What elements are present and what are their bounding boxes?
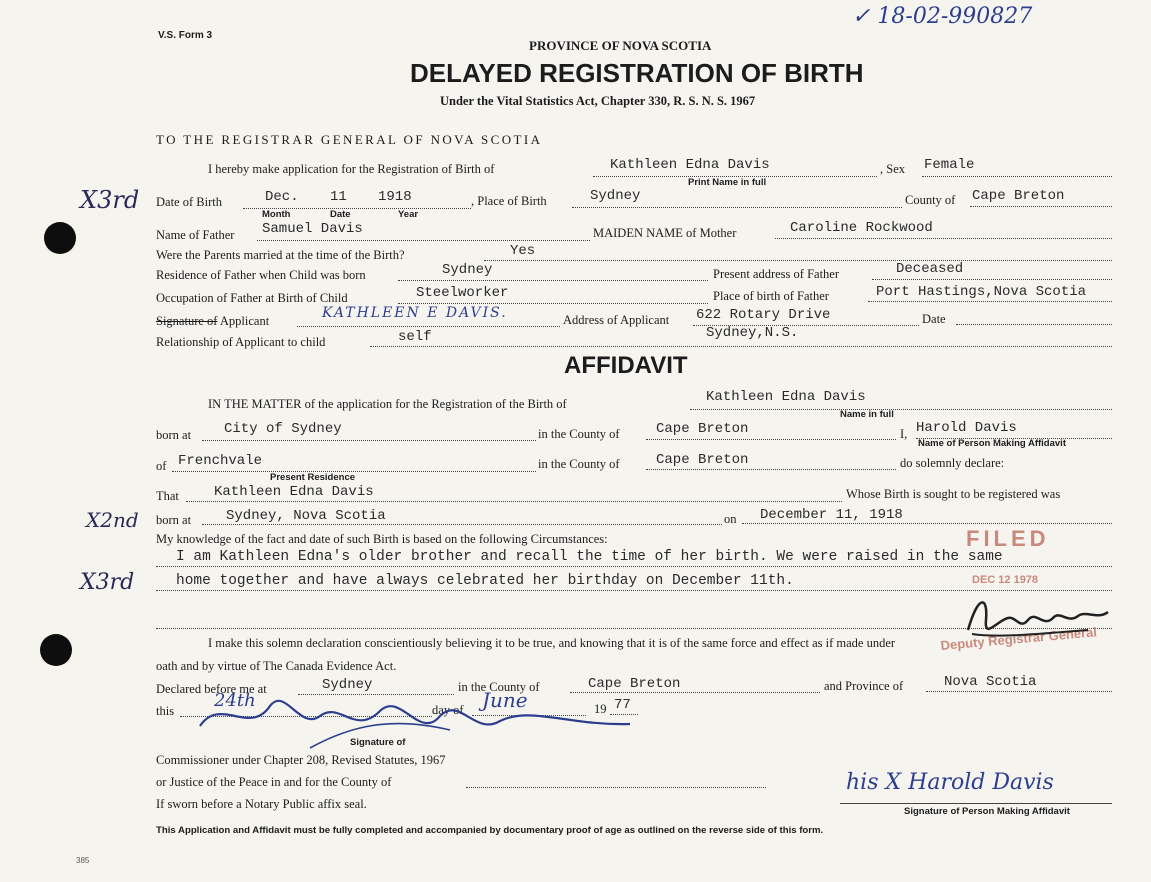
born-at-line <box>202 440 536 441</box>
footer-note: This Application and Affidavit must be fully completed and accompanied by documentary proof of age as outlined on the reverse side of this form. <box>156 825 824 836</box>
day-handwritten: 24th <box>214 690 256 711</box>
mother-label: MAIDEN NAME of Mother <box>593 226 737 240</box>
present-address-father-value: Deceased <box>896 261 964 277</box>
matter-child-line <box>690 409 1112 410</box>
place-of-birth-label: , Place of Birth <box>471 194 547 208</box>
declared-county-value: Cape Breton <box>588 676 681 692</box>
applicant-signature: KATHLEEN E DAVIS. <box>322 305 508 321</box>
circumstance-line-2-text: home together and have always celebrated her birthday on December 11th. <box>176 573 794 589</box>
present-address-father-line <box>872 279 1112 280</box>
declared-province-value: Nova Scotia <box>944 674 1037 690</box>
sex-label: , Sex <box>880 162 905 176</box>
declared-province-line <box>926 691 1112 692</box>
form-title: DELAYED REGISTRATION OF BIRTH <box>410 58 864 88</box>
born-date-value: December 11, 1918 <box>760 507 903 523</box>
year-suffix: 77 <box>614 697 631 713</box>
punch-hole-bottom <box>40 634 72 666</box>
in-county-label-1: in the County of <box>538 427 620 441</box>
applicant-signature-line <box>297 326 560 327</box>
circumstance-line-1 <box>156 566 1112 567</box>
sex-line <box>922 176 1112 177</box>
affiant-signature-caption: Signature of Person Making Affidavit <box>904 806 1070 817</box>
matter-label: IN THE MATTER of the application for the Registration of the Birth of <box>208 397 567 411</box>
declared-place-value: Sydney <box>322 677 373 693</box>
affiant-signature-line <box>840 803 1112 804</box>
that-line <box>186 501 842 502</box>
residence-value: Frenchvale <box>178 453 263 469</box>
month-handwritten: June <box>482 688 528 712</box>
relationship-value: self <box>398 329 432 345</box>
applicant-address-line1: 622 Rotary Drive <box>696 307 831 323</box>
year-caption: Year <box>398 209 419 220</box>
this-label: this <box>156 704 175 718</box>
father-value: Samuel Davis <box>262 221 363 237</box>
born-place-line <box>202 524 722 525</box>
that-label: That <box>156 489 179 503</box>
affidavit-heading: AFFIDAVIT <box>564 352 688 379</box>
dob-year: 1918 <box>378 189 412 205</box>
county-line <box>970 206 1112 207</box>
father-label: Name of Father <box>156 228 235 242</box>
affiant-caption: Name of Person Making Affidavit <box>918 438 1066 449</box>
signature-label-struck: Signature of <box>156 314 218 328</box>
father-birthplace-line <box>868 301 1112 302</box>
date-caption: Date <box>330 209 351 220</box>
dob-month: Dec. <box>265 189 299 205</box>
date-line <box>956 324 1112 325</box>
declare-label: do solemnly declare: <box>900 456 1005 470</box>
addressee: TO THE REGISTRAR GENERAL OF NOVA SCOTIA <box>156 132 543 147</box>
filed-stamp-word: FILED <box>966 526 1050 551</box>
signature-label <box>156 314 269 329</box>
day-of-label: day of <box>432 703 464 717</box>
justice-county-line <box>466 787 766 788</box>
month-caption: Month <box>262 209 291 220</box>
knowledge-label: My knowledge of the fact and date of such Birth is based on the following Circumstances: <box>156 532 608 546</box>
declared-county-label: in the County of <box>458 680 540 694</box>
filed-stamp-line: Deputy Registrar General <box>940 624 1098 653</box>
matter-child-value: Kathleen Edna Davis <box>706 389 866 405</box>
signature-of-caption: Signature of <box>350 737 406 748</box>
affiant-value: Harold Davis <box>916 420 1017 436</box>
registrar-signature <box>958 590 1118 650</box>
relationship-label: Relationship of Applicant to child <box>156 335 326 349</box>
handwritten-reference: ✓ 18-02-990827 <box>852 4 1033 29</box>
i-label: I, <box>900 427 908 441</box>
print-name-caption: Print Name in full <box>688 177 767 188</box>
signature-label-rest: Applicant <box>217 314 270 328</box>
present-address-father-label: Present address of Father <box>713 267 840 281</box>
born-at-value: City of Sydney <box>224 421 342 437</box>
commissioner-line: Commissioner under Chapter 208, Revised Statutes, 1967 <box>156 753 446 767</box>
county-label: County of <box>905 193 956 207</box>
that-value: Kathleen Edna Davis <box>214 484 374 500</box>
commissioner-signature <box>190 686 650 756</box>
father-line <box>257 240 590 241</box>
declared-label: Declared before me at <box>156 682 267 696</box>
county-value: Cape Breton <box>972 188 1065 204</box>
occupation-value: Steelworker <box>416 285 509 301</box>
applicant-address-label: Address of Applicant <box>563 313 670 327</box>
whose-birth-label: Whose Birth is sought to be registered was <box>846 487 1061 501</box>
county2-value: Cape Breton <box>656 452 749 468</box>
solemn-line-2: oath and by virtue of The Canada Evidence Act. <box>156 659 397 673</box>
margin-mark-1: X3rd <box>80 186 140 214</box>
mother-line <box>775 238 1112 239</box>
filed-stamp-date: DEC 12 1978 <box>972 574 1039 586</box>
born-place-value: Sydney, Nova Scotia <box>226 508 386 524</box>
affiant-signature: his X Harold Davis <box>846 770 1054 795</box>
solemn-line-1: I make this solemn declaration conscientiously believing it to be true, and knowing that it is of the same force and effect as if made under <box>208 636 896 650</box>
province-heading: PROVINCE OF NOVA SCOTIA <box>529 38 712 53</box>
intro-label: I hereby make application for the Registration of Birth of <box>208 162 495 176</box>
county1-line <box>646 439 896 440</box>
born-at-label-2: born at <box>156 513 192 527</box>
mother-value: Caroline Rockwood <box>790 220 933 236</box>
married-line <box>484 260 1112 261</box>
margin-mark-3: X3rd <box>80 570 135 595</box>
date-label: Date <box>922 312 946 326</box>
married-label: Were the Parents married at the time of the Birth? <box>156 248 405 262</box>
in-county-label-2: in the County of <box>538 457 620 471</box>
county2-line <box>646 469 896 470</box>
married-value: Yes <box>510 243 536 259</box>
born-at-label: born at <box>156 428 192 442</box>
corner-code: 385 <box>76 856 90 865</box>
father-birthplace-value: Port Hastings,Nova Scotia <box>876 284 1087 300</box>
occupation-line <box>398 303 708 304</box>
circumstance-line-1-text: I am Kathleen Edna's older brother and recall the time of her birth. We were raised in the same <box>176 549 1003 565</box>
county1-value: Cape Breton <box>656 421 749 437</box>
sex-value: Female <box>924 157 975 173</box>
margin-mark-2: X2nd <box>86 508 139 532</box>
place-of-birth-value: Sydney <box>590 188 641 204</box>
form-subtitle: Under the Vital Statistics Act, Chapter 330, R. S. N. S. 1967 <box>440 94 756 108</box>
notary-line: If sworn before a Notary Public affix seal. <box>156 797 367 811</box>
justice-line: or Justice of the Peace in and for the County of <box>156 775 392 789</box>
place-of-birth-line <box>572 207 902 208</box>
of-label: of <box>156 459 167 473</box>
residence-father-label: Residence of Father when Child was born <box>156 268 366 282</box>
father-birthplace-label: Place of birth of Father <box>713 289 829 303</box>
applicant-address-line2: Sydney,N.S. <box>706 325 799 341</box>
form-number: V.S. Form 3 <box>158 30 213 41</box>
name-in-full-caption: Name in full <box>840 409 894 420</box>
occupation-label: Occupation of Father at Birth of Child <box>156 291 348 305</box>
punch-hole-top <box>44 222 76 254</box>
present-residence-caption: Present Residence <box>270 472 356 483</box>
relationship-line <box>370 346 1112 347</box>
on-label: on <box>724 512 737 526</box>
year-prefix: 19 <box>594 702 607 716</box>
residence-father-line <box>398 280 708 281</box>
province-label: and Province of <box>824 679 904 693</box>
dob-day: 11 <box>330 189 347 205</box>
child-name-value: Kathleen Edna Davis <box>610 157 770 173</box>
residence-father-value: Sydney <box>442 262 493 278</box>
born-date-line <box>742 523 1112 524</box>
dob-label: Date of Birth <box>156 195 222 209</box>
